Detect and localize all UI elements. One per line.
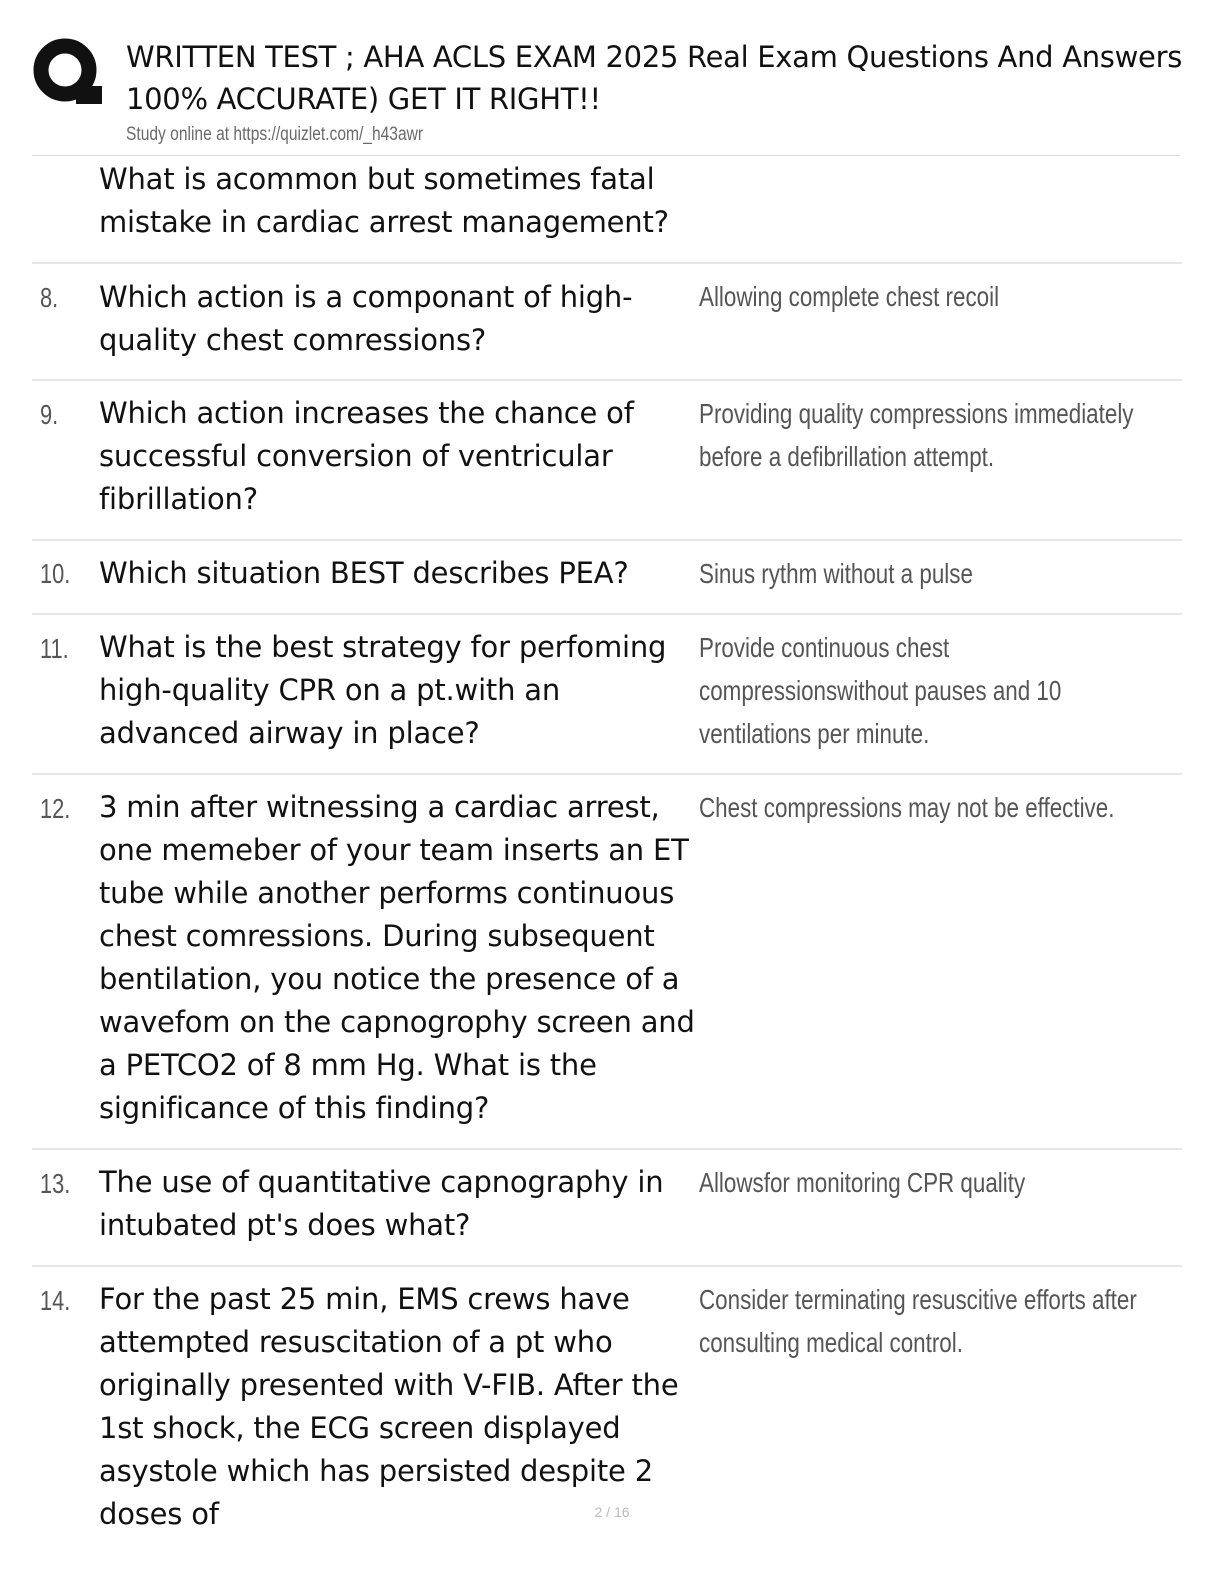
answer-text: Providing quality compressions immediately before a defibrillation attempt. bbox=[699, 398, 1134, 472]
question-number: 13. bbox=[40, 1168, 71, 1199]
question-text: Which action increases the chance of successful conversion of ventricular fibrillation? bbox=[99, 396, 634, 516]
flashcard-entry-12 bbox=[32, 775, 1182, 1150]
document-header bbox=[32, 34, 1224, 154]
answer-text: Chest compressions may not be effective. bbox=[699, 792, 1115, 823]
study-online-link[interactable]: Study online at https://quizlet.com/_h43awr bbox=[126, 124, 424, 145]
flashcard-entry-9 bbox=[32, 381, 1182, 541]
question-text: Which action is a componant of high-quality chest comressions? bbox=[99, 280, 633, 357]
question-number: 14. bbox=[40, 1285, 71, 1316]
answer-text: Allowsfor monitoring CPR quality bbox=[699, 1167, 1026, 1198]
question-text: The use of quantitative capnography in intubated pt's does what? bbox=[99, 1165, 664, 1242]
answer-text: Sinus rythm without a pulse bbox=[699, 558, 973, 589]
flashcard-entry-7 bbox=[32, 156, 1182, 264]
question-number: 11. bbox=[40, 633, 69, 664]
question-number: 9. bbox=[40, 399, 59, 430]
flashcard-entry-11 bbox=[32, 615, 1182, 775]
question-number: 12. bbox=[40, 793, 71, 824]
answer-text: Allowing complete chest recoil bbox=[699, 281, 1000, 312]
flashcard-entry-13 bbox=[32, 1150, 1182, 1267]
question-number: 8. bbox=[40, 282, 59, 313]
answer-text: Provide continuous chest compressionswithout pauses and 10 ventilations per minute. bbox=[699, 632, 1062, 749]
question-text: Which situation BEST describes PEA? bbox=[99, 556, 629, 590]
question-text: For the past 25 min, EMS crews have attempted resuscitation of a pt who originally presented with V-FIB. After the 1st shock, the ECG screen displayed asystole which has persisted despite 2 doses of bbox=[99, 1282, 679, 1531]
quizlet-logo-icon bbox=[32, 36, 104, 108]
document-title-line-1: WRITTEN TEST ; AHA ACLS EXAM 2025 Real Exam Questions And Answers bbox=[126, 40, 1183, 74]
flashcard-entry-8 bbox=[32, 264, 1182, 381]
document-title-line-2: 100% ACCURATE) GET IT RIGHT!! bbox=[126, 82, 601, 116]
flashcard-entry-10 bbox=[32, 541, 1182, 615]
question-text: What is the best strategy for perfoming high-quality CPR on a pt.with an advanced airway in place? bbox=[99, 630, 667, 750]
question-number: 10. bbox=[40, 558, 71, 589]
page-number: 2 / 16 bbox=[594, 1504, 630, 1520]
answer-text: Consider terminating resuscitive efforts after consulting medical control. bbox=[699, 1284, 1137, 1358]
question-text: 3 min after witnessing a cardiac arrest, one memeber of your team inserts an ET tube while another performs continuous chest comressions. During subsequent bentilation, you notice the presence of a wavefom on the capnogrophy screen and a PETCO2 of 8 mm Hg. What is the significance of this finding? bbox=[99, 790, 695, 1125]
question-text: What is acommon but sometimes fatal mistake in cardiac arrest management? bbox=[99, 162, 669, 239]
